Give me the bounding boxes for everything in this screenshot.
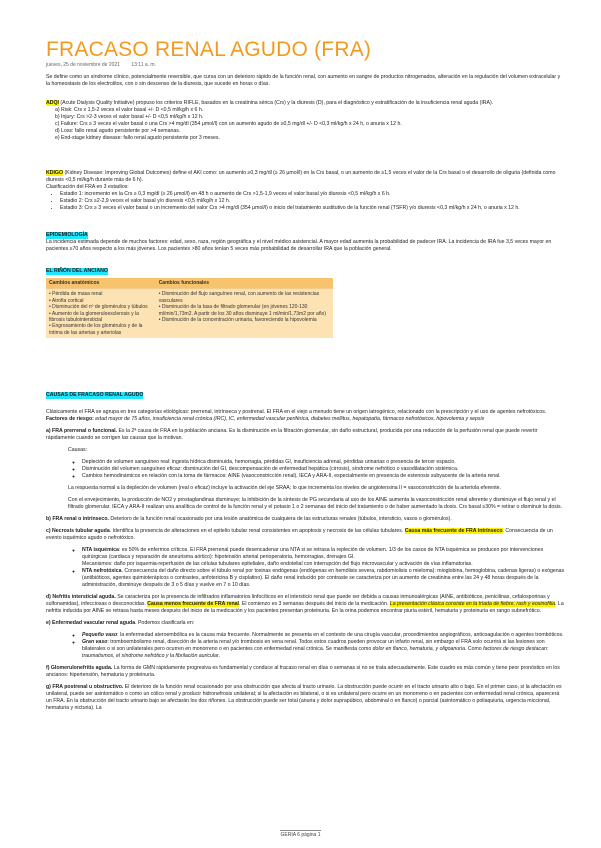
anciano-heading: EL RIÑÓN DEL ANCIANO — [46, 268, 108, 274]
causas-section: Clásicamente el FRA se agrupa en tres categorías etiológicas: prerrenal, intrínseca y postrenal. El FRA en el viejo a menudo tiene un origen iatrogénico, relacionado con la prescripción y el uso de agentes nefrotóxicos. Factores de riesgo: edad mayor de 75 años, insuficiencia renal crónica (IRC), IC, enfermedad vascular periférica, diabetes mellitus, hepatopatía, fármacos nefrotóxicos, hipovolemia y sepsis a) FRA prerrenal o funcional. Es la 2ª causa de FRA en la población anciana. Es la disminución en la filtración glomerular, sin daño estructural, producida por una reducción de la perfusión renal que puede revertir rápidamente cuando se corrigen las causas que la motivan. Causas: ◦ Depleción de volumen sanguíneo real: ingesta hídrica disminuida, hemorragia, pérdidas GI, insuficiencia adrenal, pérdidas urinarias o presencia de tercer espacio. ◦ Disminución del volumen sanguíneo eficaz: disminución del GI, descompensación de enfermedad hepática (cirrosis), síndrome nefrótico o vasodilatación sistémica. ◦ Cambios hemodinámicos en relación con la toma de fármacos: AINE (vasoconstricción renal), IECA y ARA-II, especialmente en presencia de estenosis subyacente de la arteria renal. La respuesta normal a la depleción de volumen (real o eficaz) incluye la activación del eje SRAA; lo que incrementa los niveles de angiotensina II = vasoconstricción de la arteriola eferente. Con el envejecimiento, la producción de NO2 y prostaglandinas disminuye; la inhibición de la síntesis de PG secundaria al uso de los AINE aumenta la vasoconstricción renal aferente y disminuye el flujo renal y el filtrado glomerular. IECA y ARA-II realizan una analítica de control de la función renal y el potasio 1 o 2 semanas del inicio del tratamiento o de haber aumentado la dosis. Crs basal ≥30% = retirar o disminuir la dosis. b) FRA renal o intrínseco. Deterioro de la función renal ocasionado por una lesión anatómica de cualquiera de las estructuras renales (túbulos, intersticio, vasos o glomérulos). c) Necrosis tubular aguda. Identifica la presencia de alteraciones en el epitelio tubular renal consistentes en apoptosis y necrosis de las células tubulares. Causa más frecuente de FRA intrínseco. Consecuencia de un evento isquémico agudo o nefrotóxico. ◦ NTA isquémica: es 50% de enfermos críticos. El FRA prerrenal puede desencadenar una NTA si se retrasa la repleción de volumen. 1/3 de los casos de NTA isquémica se producen por intervenciones quirúrgicas (cardiaca y reparación de aneurisma aórtico): hipotensión arterial perioperatoria, hemorragias, drenajes GI. Mecanismos: daño por isquemia-reperfusión de las células tubulares epiteliales, daño endotelial con interrupción del flujo microvascular y activación de vías inflamatorias. ◦ NTA nefrotóxica. Consecuencia del daño directo sobre el túbulo renal por toxinas endógenas (endógenas en hemólisis severa, rabdomiolisis o mieloma): mioglobina, hemoglobina, cadenas ligeras) o exógenas (antibióticos, agentes quimioterápicos o contrastes, anfotericina B y cisplatino). El daño renal inducido por contraste se caracteriza por un aumento de creatinina entre las 24 y 48 horas después de la administración, disminuye después de 3 o 5 días y vuelve en 7 o 10 días. d) Nefritis intersticial aguda. Se caracteriza por la presencia de infiltrados inflamatorios linfocíticos en el intersticio renal que puede ser debida a causas inmunoalérgicas (AINE, antibióticos, penicilinas, cefalosporinas y sulfonamidas), infecciosas o desconocidas. Causa menos frecuente de FRA renal. El comienzo es 3 semanas después del inicio de la medicación. La presentación clásica consiste en la tríada de fiebre, rash y eosinofilia. La nefritis inducida por AINE se retrasa hasta meses después del inicio de la medicación y los pacientes presentan proteinuria. En la orina podemos encontrar piuria estéril, hematuria y proteinuria en rango subnefrótico. e) Enfermedad vascular renal aguda. Podemos clasificarla en: ◦ Pequeño vaso: la enfermedad ateroembólica es la causa más frecuente. Normalmente se presenta en el contexto de una cirugía vascular, procedimientos angiográficos, anticoagulación o agentes trombóticos. ◦ Gran vaso: tromboembolismo renal, disección de la arteria renal y/o trombosis en vena renal. Todos estos cuadros pueden provocar un infarto renal, sin embargo el FRA solo ocurrirá si las lesiones son bilaterales o si son unilaterales pero ocurren en monorreno o en pacientes con enfermedad renal crónica. Se manifiesta como dolor en flanco, hematuria, y oligoanuria. Como factores de riesgo destacan: traumatismos, el síndrome nefrótico y la fibrilación auricular. f) Glomerulonefritis aguda. La forma de GMN rápidamente progresiva es fundamental y conduce al fracaso renal en días o semanas si no se trata adecuadamente. Este cuadro es más común y tiene peor pronóstico en los ancianos: hipertensión, hematuria y proteinuria. g) FRA postrenal u obstructivo. El deterioro de la función renal ocasionado por una obstrucción que afecta al tracto urinario. La obstrucción puede ocurrir en el tracto urinario alto o bajo. En el primer caso, si la afectación es unilateral, puede ser asintomático o como un cólico renal y producir hidronefrosis unilateral; si la afectación es bilateral, o si es unilateral pero ocurre en un monorreno o en pacientes con enfermedad renal crónica, aparecerá un FRA. En la obstrucción del tracto urinario bajo se afectarán los dos riñones. La obstrucción puede ser total (anuria y dolor suprapúbico, abdominal o en flanco) o parcial (asintomático o poliaquiuria, urgencia miccional, hematuria y nicturia). La — [46, 404, 566, 717]
nta-list — [46, 547, 566, 588]
table-header: Cambios funcionales — [156, 278, 333, 289]
highlight-text: La presentación clásica consiste en la tríada de fiebre, rash y eosinofilia — [389, 600, 556, 607]
list-item: ◦ Gran vaso: tromboembolismo renal, disección de la arteria renal y/o trombosis en vena renal. Todos estos cuadros pueden provocar un infarto renal, sin embargo el FRA solo ocurrirá si las lesiones son bilaterales o si son unilaterales pero ocurren en monorreno o en pacientes con enfermedad renal crónica. Se manifiesta como dolor en flanco, hematuria, y oligoanuria. Como factores de riesgo destacan: traumatismos, el síndrome nefrótico y la fibrilación auricular. — [82, 639, 566, 660]
kdigo-section: KDIGO (Kidney Disease: Improving Global Outcomes) define el AKI como: un aumento ≥0,3 mg/dl (≥ 26 μmol/l) en la Crs basal, o un aumento de ≥1,5 veces el valor de la Crs basal o el desarrollo de oliguria (definida como diuresis <0,5 ml/kg/h durante más de 6 h). Clasificación del FRA en 3 estadios: • Estadio 1: incremento en la Crs ≥ 0,3 mg/dl (≥ 26 μmol/l) en 48 h o aumento de Crs >1,5-1,9 veces el valor basal y/o diuresis <0,5 ml/kg/h x 6 h. • Estadio 2: Crs ≥2-2,9 veces el valor basal y/o diuresis <0,5 ml/kg/h x 12 h. • Estadio 3: Crs ≥ 3 veces el valor basal o un incremento del valor Crs >4 mg/dl (354 μmol/l) o inicio del tratamiento sustitutivo de la función renal (TSFR) y/o diuresis <0,3 ml/kg/h x 24 h, o anuria x 12 h. — [46, 170, 562, 211]
list-item: b) Injury: Crs >2-3 veces el valor basal +/- D <0,5 ml/kg/h x 12 h. — [55, 113, 204, 120]
list-item: d) Loss: fallo renal agudo persistente por >4 semanas. — [55, 127, 181, 134]
highlight-text: Causa menos frecuente de FRA renal — [147, 600, 239, 607]
kdigo-tag: KDIGO — [46, 170, 64, 176]
adqi-list — [46, 107, 562, 142]
list-item: • Estadio 2: Crs ≥2-2,9 veces el valor basal y/o diuresis <0,5 ml/kg/h x 12 h. — [60, 198, 562, 205]
adqi-section: ADQI (Acute Dialysis Quality Initiative) propuso los criterios RIFLE, basados en la creatinina sérica (Crs) y la diuresis (D), para el diagnóstico y estratificación de la insuficiencia renal aguda (IRA). a) Risk: Crs x 1,5-2 veces el valor basal +/- D <0,5 ml/kg/h x 6 h. b) Injury: Crs >2-3 veces el valor basal +/- D <0,5 ml/kg/h x 12 h. c) Failure: Crs ≥ 3 veces el valor basal o una Crs >4 mg/dl (354 μmol/l) con un aumento agudo de ≥0,5 mg/dl +/- D <0,3 ml/kg/h x 24 h, o anuria x 12 h. d) Loss: fallo renal agudo persistente por >4 semanas. e) End-stage kidney disease: fallo renal agudo persistente por 3 meses. — [46, 100, 562, 141]
page-title: FRACASO RENAL AGUDO (FRA) — [46, 38, 372, 61]
anciano-table — [46, 278, 333, 338]
intro-paragraph: Se define como un síndrome clínico, potencialmente reversible, que cursa con un deterioro rápido de la función renal, con aumento en sangre de productos nitrogenados, alteración en la regulación del volumen extracelular y la homeostasis de los electrolitos, con o sin descenso de la diuresis, que sucede en horas o días. — [46, 74, 561, 87]
table-header: Cambios anatómicos — [46, 278, 156, 289]
vascular-list — [46, 632, 566, 660]
time-text: 13:11 a. m. — [131, 62, 156, 68]
list-item: ◦ NTA isquémica: es 50% de enfermos críticos. El FRA prerrenal puede desencadenar una NTA si se retrasa la repleción de volumen. 1/3 de los casos de NTA isquémica se producen por intervenciones quirúrgicas (cardiaca y reparación de aneurisma aórtico): hipotensión arterial perioperatoria, hemorragias, drenajes GI. Mecanismos: daño por isquemia-reperfusión de las células tubulares epiteliales, daño endotelial con interrupción del flujo microvascular y activación de vías inflamatorias. — [82, 547, 566, 568]
date-text: jueves, 25 de noviembre de 2021 — [46, 62, 120, 68]
kdigo-clasificacion: Clasificación del FRA en 3 estadios: — [46, 183, 129, 190]
list-item: ◦ Cambios hemodinámicos en relación con la toma de fármacos: AINE (vasoconstricción renal), IECA y ARA-II, especialmente en presencia de estenosis subyacente de la arteria renal. — [82, 473, 566, 480]
prerrenal-causes-list — [46, 459, 566, 480]
list-item: • Estadio 1: incremento en la Crs ≥ 0,3 mg/dl (≥ 26 μmol/l) en 48 h o aumento de Crs >1,5-1,9 veces el valor basal y/o diuresis <0,5 ml/kg/h x 6 h. — [60, 191, 562, 198]
page-date — [46, 62, 166, 68]
causas-heading: CAUSAS DE FRACASO RENAL AGUDO — [46, 392, 144, 398]
list-item: a) Risk: Crs x 1,5-2 veces el valor basal +/- D <0,5 ml/kg/h x 6 h. — [55, 106, 204, 113]
anciano-heading-wrap — [46, 268, 562, 275]
highlight-text: Causa más frecuente de FRA intrínseco — [404, 528, 503, 535]
kdigo-list — [46, 191, 562, 212]
epidemiologia-heading: EPIDEMIOLOGÍA — [46, 232, 88, 238]
list-item: e) End-stage kidney disease: fallo renal agudo persistente por 3 meses. — [55, 134, 220, 141]
adqi-tag: ADQI — [46, 100, 59, 106]
table-cell: • Pérdida de masa renal • Atrofia cortical • Disminución del nº de glomérulos y túbulos • Aumento de la glomeruloesclerosis y la fibrosis tubulointersticial • Engrosamiento de los glomérulos y de la íntima de las arterias y arteriolas — [46, 289, 156, 338]
list-item: c) Failure: Crs ≥ 3 veces el valor basal o una Crs >4 mg/dl (354 μmol/l) con un aumento agudo de ≥0,5 mg/dl +/- D <0,3 ml/kg/h x 24 h, o anuria x 12 h. — [55, 120, 402, 127]
list-item: • Estadio 3: Crs ≥ 3 veces el valor basal o un incremento del valor Crs >4 mg/dl (354 μmol/l) o inicio del tratamiento sustitutivo de la función renal (TSFR) y/o diuresis <0,3 ml/kg/h x 24 h, o anuria x 12 h. — [60, 205, 562, 212]
page-footer: GERIA 6 página 1 — [280, 832, 321, 838]
epidemiologia-section: EPIDEMIOLOGÍA La incidencia estimada depende de muchos factores: edad, sexo, raza, región geográfica y el nivel médico asistencial. A mayor edad aumenta la probabilidad de padecer IRA. La incidencia de IRA fue 3,5 veces mayor en pacientes ≥70 años respecto a los más jóvenes. Los pacientes >80 años tenían 5 veces más probabilidad de desarrollar IRA que la población general. — [46, 232, 552, 252]
list-item: ◦ NTA nefrotóxica. Consecuencia del daño directo sobre el túbulo renal por toxinas endógenas (endógenas en hemólisis severa, rabdomiolisis o mieloma): mioglobina, hemoglobina, cadenas ligeras) o exógenas (antibióticos, agentes quimioterápicos o contrastes, anfotericina B y cisplatino). El daño renal inducido por contraste se caracteriza por un aumento de creatinina entre las 24 y 48 horas después de la administración, disminuye después de 3 o 5 días y vuelve en 7 o 10 días. — [82, 568, 566, 589]
list-item: ◦ Pequeño vaso: la enfermedad ateroembólica es la causa más frecuente. Normalmente se presenta en el contexto de una cirugía vascular, procedimientos angiográficos, anticoagulación o agentes trombóticos. — [82, 632, 566, 639]
causas-heading-wrap — [46, 392, 562, 399]
list-item: ◦ Disminución del volumen sanguíneo eficaz: disminución del GI, descompensación de enfermedad hepática (cirrosis), síndrome nefrótico o vasodilatación sistémica. — [82, 466, 566, 473]
table-cell: • Disminución del flujo sanguíneo renal, con aumento de las resistencias vasculares • Disminución de la tasa de filtrado glomerular (en jóvenes 120-130 ml/min/1,73m2. A partir de los 30 años disminuye 1 ml/min/1,73m2 por año) • Disminución de la concentración urinaria, favoreciendo la hipovolemia — [156, 289, 333, 338]
list-item: ◦ Depleción de volumen sanguíneo real: ingesta hídrica disminuida, hemorragia, pérdidas GI, insuficiencia adrenal, pérdidas urinarias o presencia de tercer espacio. — [82, 459, 566, 466]
